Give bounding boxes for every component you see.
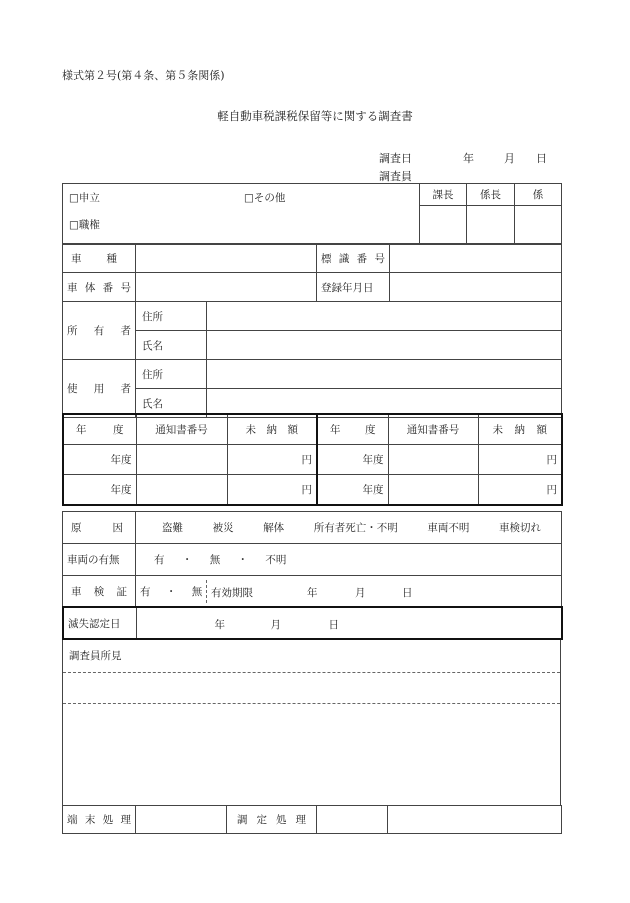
type-option-application[interactable]: □申立 <box>69 192 100 204</box>
vehicle-kind-label: 車 種 <box>63 244 136 273</box>
stamp-subsection-chief[interactable] <box>467 205 515 244</box>
assessment-processing-field[interactable] <box>317 806 388 834</box>
owner-address-label: 住所 <box>136 302 207 331</box>
cause-option-scrapped[interactable]: 解体 <box>263 522 285 534</box>
stamp-staff[interactable] <box>515 205 562 244</box>
year-header-left: 年 度 <box>63 414 136 445</box>
year-field[interactable]: 年度 <box>63 475 136 506</box>
form-number-label: 様式第２号(第４条、第５条関係) <box>62 69 225 82</box>
tax-row <box>63 445 562 475</box>
notice-number-header-right: 通知書番号 <box>388 414 478 445</box>
survey-date-month: 月 <box>504 152 515 165</box>
inspection-yes[interactable]: 有 <box>140 586 151 598</box>
unpaid-amount-field[interactable]: 円 <box>478 475 562 506</box>
vehicle-presence-options: 有 ・ 無 ・ 不明 <box>136 544 562 576</box>
presence-yes[interactable]: 有 <box>154 554 165 566</box>
vehicle-presence-label: 車両の有無 <box>63 544 136 576</box>
owner-address-field[interactable] <box>207 302 562 331</box>
unpaid-header-right: 未 納 額 <box>478 414 562 445</box>
terminal-processing-field[interactable] <box>136 806 227 834</box>
owner-label: 所 有 者 <box>63 302 136 360</box>
loss-date-day: 日 <box>328 619 339 631</box>
inspection-no[interactable]: 無 <box>191 586 203 598</box>
stamp-section-chief[interactable] <box>420 205 467 244</box>
assessment-processing-label: 調 定 処 理 <box>227 806 317 834</box>
plate-number-field[interactable] <box>390 244 562 273</box>
validity-day[interactable]: 日 <box>402 587 413 599</box>
registration-date-field[interactable] <box>390 273 562 302</box>
cause-option-disaster[interactable]: 被災 <box>212 522 234 534</box>
document-title: 軽自動車税課税保留等に関する調査書 <box>217 109 413 123</box>
type-option-ex-officio[interactable]: □職権 <box>69 219 100 231</box>
year-field[interactable]: 年度 <box>317 475 388 506</box>
loss-date-label: 滅失認定日 <box>63 607 136 639</box>
cause-label: 原 因 <box>63 512 136 544</box>
notice-number-field[interactable] <box>388 445 478 475</box>
plate-number-label: 標 識 番 号 <box>317 244 390 273</box>
type-option-other[interactable]: □その他 <box>244 192 286 204</box>
cause-options <box>136 512 562 544</box>
tax-row <box>63 475 562 506</box>
vehicle-info-table <box>62 243 562 418</box>
year-field[interactable]: 年度 <box>317 445 388 475</box>
validity-year[interactable]: 年 <box>307 587 318 599</box>
notice-number-field[interactable] <box>136 445 227 475</box>
year-field[interactable]: 年度 <box>63 445 136 475</box>
inspection-cert-label: 車 検 証 <box>63 576 136 608</box>
notice-number-field[interactable] <box>388 475 478 506</box>
cause-option-inspection-expired[interactable]: 車検切れ <box>498 522 541 534</box>
assessment-processing-extra[interactable] <box>388 806 562 834</box>
status-table <box>62 511 562 608</box>
body-number-label: 車 体 番 号 <box>63 273 136 302</box>
processing-table <box>62 805 562 834</box>
unpaid-tax-table <box>62 413 563 506</box>
owner-name-label: 氏名 <box>136 331 207 360</box>
cause-option-theft[interactable]: 盗難 <box>162 522 183 534</box>
cause-option-vehicle-unknown[interactable]: 車両不明 <box>427 522 470 534</box>
approval-header-subsection-chief: 係長 <box>467 184 515 206</box>
user-label: 使 用 者 <box>63 360 136 418</box>
approval-header-section-chief: 課長 <box>420 184 467 206</box>
terminal-processing-label: 端 末 処 理 <box>63 806 136 834</box>
notice-number-field[interactable] <box>136 475 227 506</box>
body-number-field[interactable] <box>136 273 317 302</box>
loss-date-field[interactable] <box>136 607 562 639</box>
survey-date-label: 調査日 <box>379 152 412 165</box>
investigator-label: 調査員 <box>379 170 412 183</box>
user-name-label: 氏名 <box>136 389 207 418</box>
user-address-field[interactable] <box>207 360 562 389</box>
inspection-cert-field: 有 ・ 無 有効期限 年 月 日 <box>136 576 562 608</box>
unpaid-header-left: 未 納 額 <box>227 414 317 445</box>
findings-label: 調査員所見 <box>69 650 122 662</box>
approval-header-staff: 係 <box>515 184 562 206</box>
dashed-rule <box>63 672 560 673</box>
year-header-right: 年 度 <box>317 414 388 445</box>
cause-option-owner-deceased[interactable]: 所有者死亡・不明 <box>313 522 398 534</box>
loss-date-month: 月 <box>270 619 281 631</box>
loss-date-year: 年 <box>214 619 225 631</box>
dashed-rule <box>63 703 560 704</box>
registration-date-label: 登録年月日 <box>317 273 390 302</box>
survey-date-year: 年 <box>463 152 474 165</box>
presence-unknown[interactable]: 不明 <box>265 554 287 566</box>
vehicle-kind-field[interactable] <box>136 244 317 273</box>
notice-number-header-left: 通知書番号 <box>136 414 227 445</box>
unpaid-amount-field[interactable]: 円 <box>227 445 317 475</box>
owner-name-field[interactable] <box>207 331 562 360</box>
validity-label: 有効期限 <box>211 587 253 599</box>
validity-month[interactable]: 月 <box>355 587 366 599</box>
unpaid-amount-field[interactable]: 円 <box>478 445 562 475</box>
unpaid-amount-field[interactable]: 円 <box>227 475 317 506</box>
investigator-findings[interactable] <box>62 640 561 805</box>
dashed-divider <box>206 580 207 603</box>
type-approval-table <box>62 183 562 245</box>
loss-date-table <box>62 606 563 640</box>
survey-date-day: 日 <box>536 152 547 165</box>
request-type-cell <box>63 184 420 245</box>
user-address-label: 住所 <box>136 360 207 389</box>
presence-no[interactable]: 無 <box>209 554 221 566</box>
